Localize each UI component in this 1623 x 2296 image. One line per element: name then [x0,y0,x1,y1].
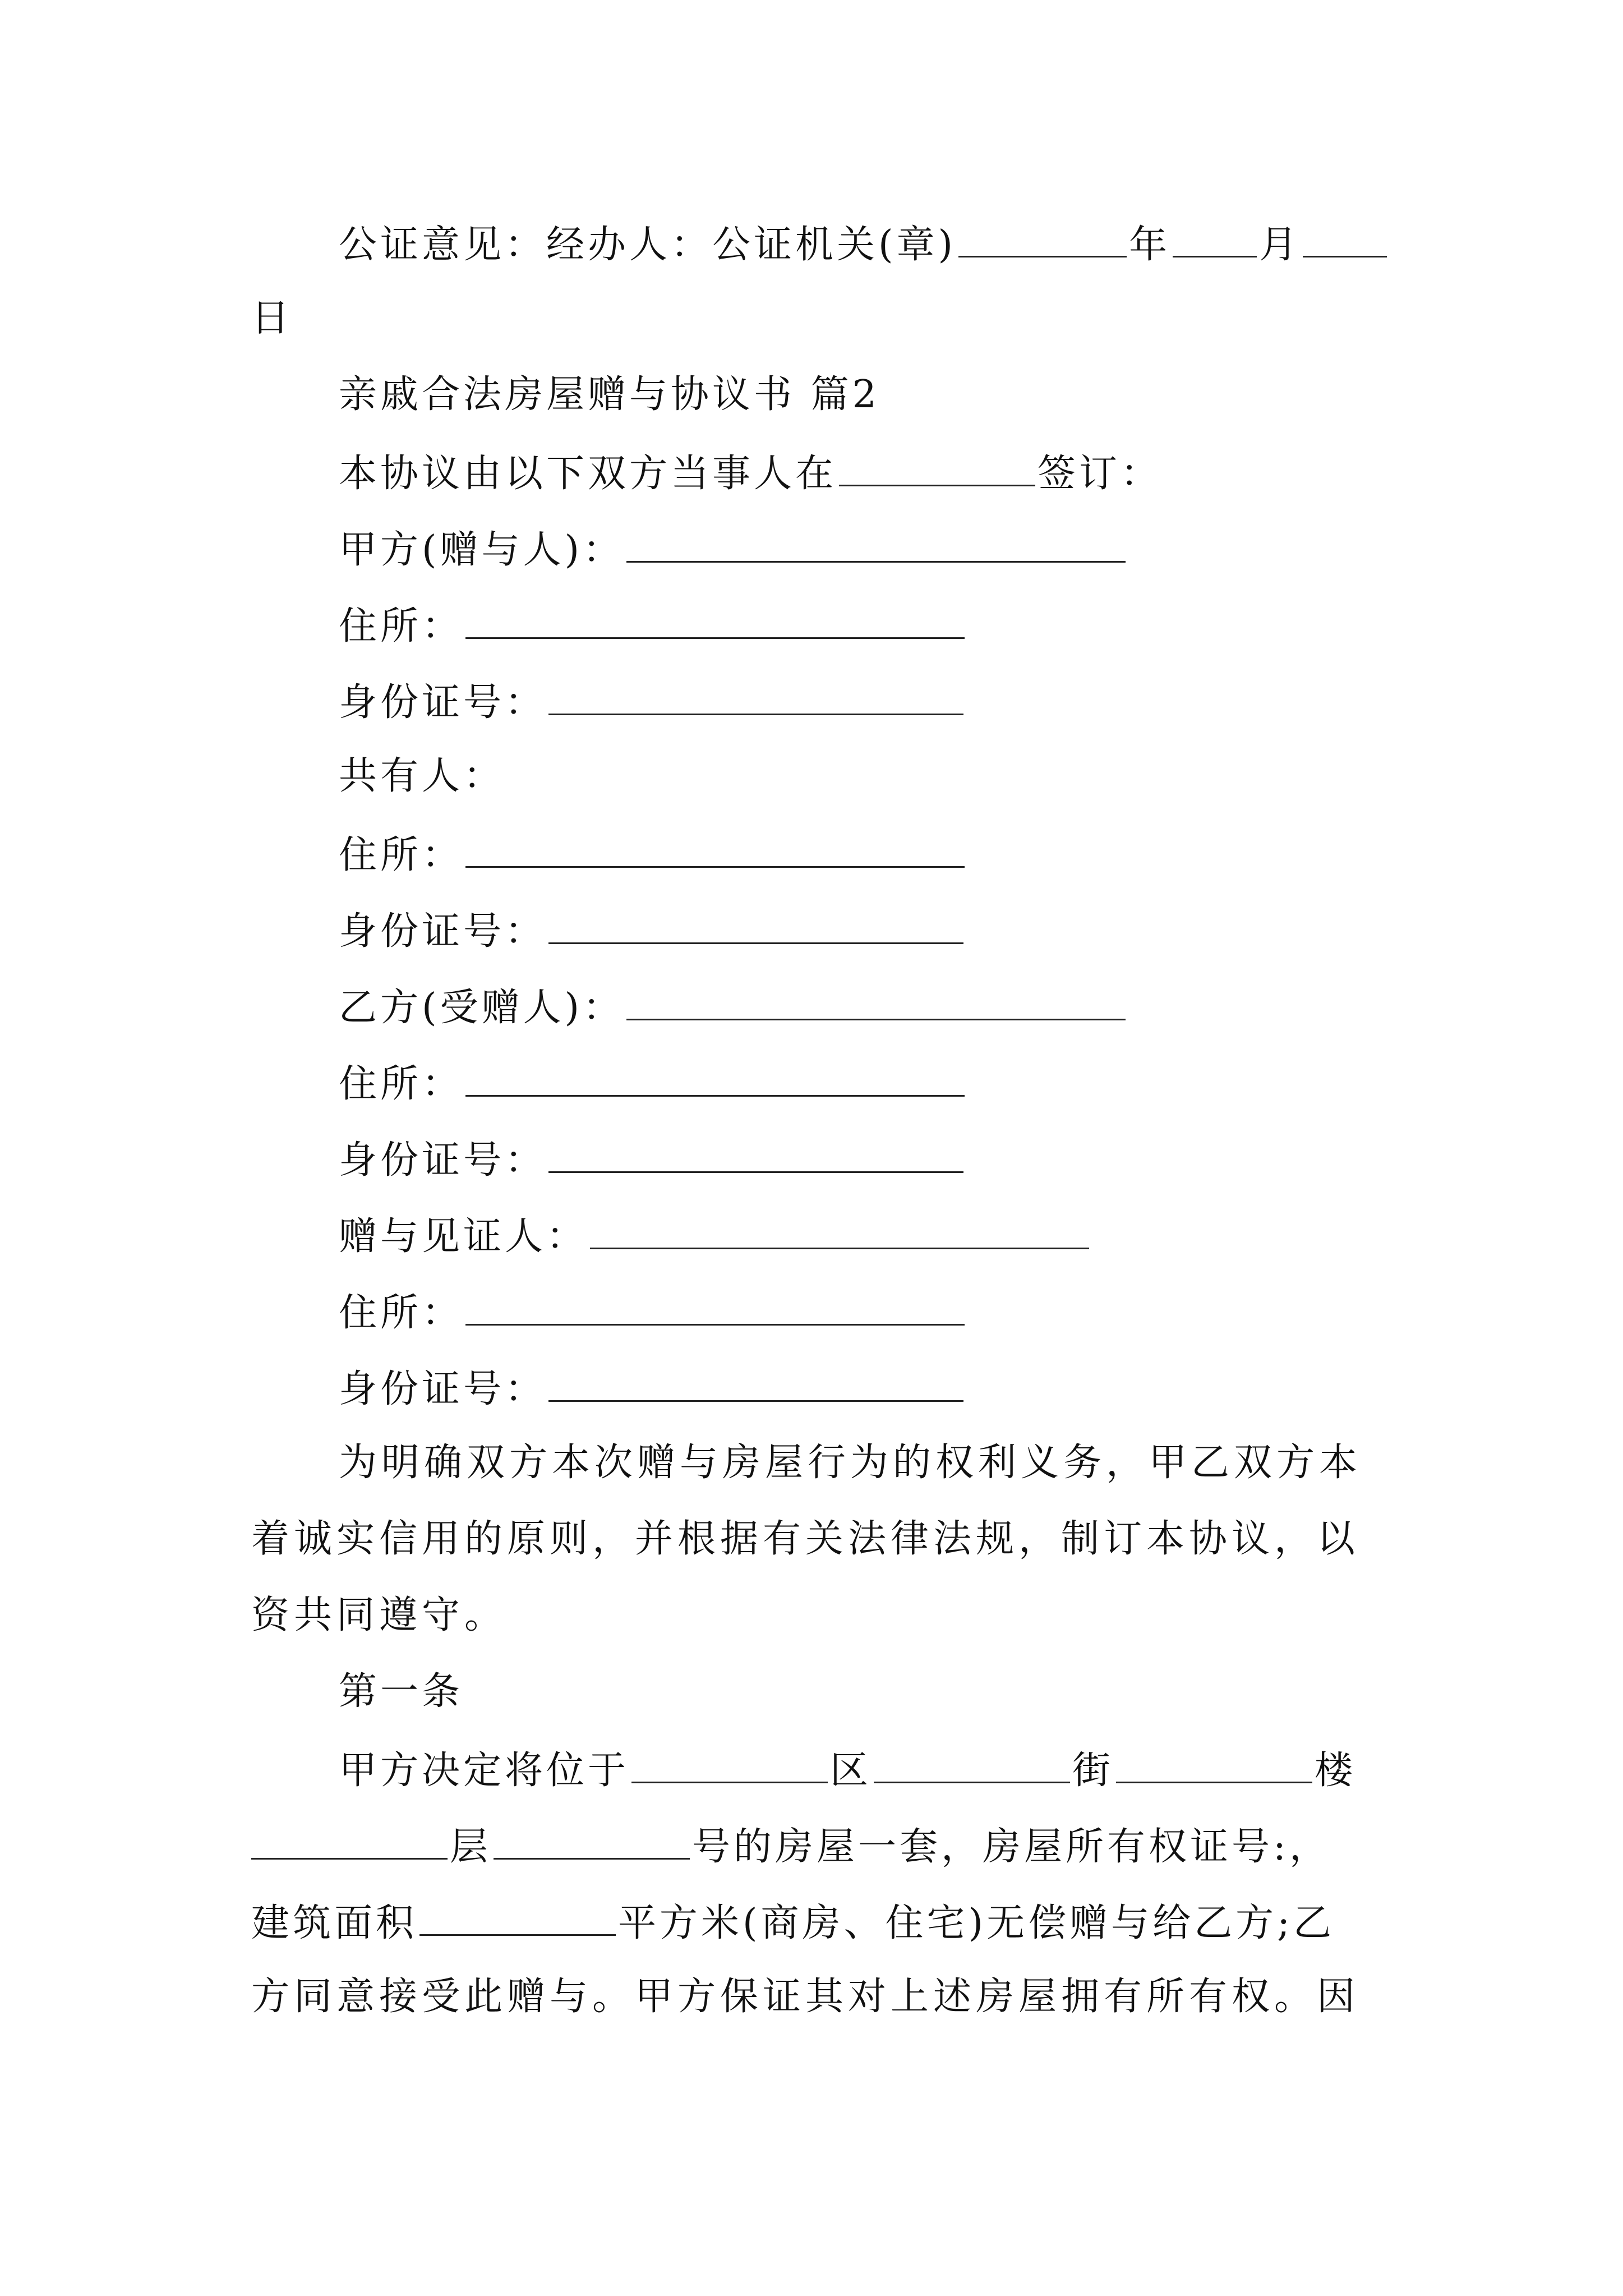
signing-place-blank[interactable] [839,452,1035,486]
notary-label: 公证意见：经办人：公证机关(章) [339,223,957,267]
para1-line-2: 着诚实信用的原则，并根据有关法律法规，制订本协议，以 [251,1517,1360,1561]
id-blank-3[interactable] [548,1139,963,1173]
party-b-line [339,986,1128,1030]
number-blank[interactable] [494,1825,690,1860]
para2-text-b: 号的房屋一套，房屋所有权证号:， [692,1825,1331,1869]
notary-seal-blank[interactable] [958,223,1127,257]
party-b-label: 乙方(受赠人)： [339,986,625,1030]
intro-text: 本协议由以下双方当事人在 [339,452,837,496]
notary-day-blank[interactable] [1303,223,1387,257]
para1-line-3: 资共同遵守。 [251,1593,508,1637]
intro-sign-text: 签订： [1038,452,1163,496]
notary-month-blank[interactable] [1173,223,1257,257]
id-line-1 [339,680,966,725]
notary-line [339,223,1389,267]
witness-blank[interactable] [590,1215,1089,1249]
id-blank-2[interactable] [548,910,963,944]
para1-line-1: 为明确双方本次赠与房屋行为的权利义务，甲乙双方本 [339,1441,1362,1485]
residence-blank-1[interactable] [465,605,965,639]
area-blank[interactable] [419,1902,616,1936]
party-b-blank[interactable] [626,986,1126,1020]
id-blank-1[interactable] [548,681,963,715]
residence-blank-3[interactable] [465,1062,965,1097]
para2-line-1 [339,1749,1357,1793]
para2-text-a: 甲方决定将位于 [339,1749,630,1793]
id-line-3 [339,1139,966,1180]
residence-line-3 [339,1062,967,1106]
residence-label-3: 住所： [339,1062,464,1106]
notary-month-label: 月 [1259,223,1301,267]
building-blank[interactable] [1116,1749,1312,1783]
article-1-heading: 第一条 [339,1669,464,1714]
street-blank[interactable] [874,1749,1070,1783]
id-line-2 [339,909,966,954]
building-label: 楼 [1315,1749,1357,1793]
floor-label: 层 [450,1825,492,1869]
id-label-3: 身份证号： [339,1138,547,1182]
residence-line-1 [339,605,967,646]
id-line-4 [339,1368,966,1409]
residence-line-2 [339,834,967,875]
para2-line-4: 方同意接受此赠与。甲方保证其对上述房屋拥有所有权。因 [251,1975,1360,2019]
residence-label-4: 住所： [339,1291,464,1335]
street-label: 街 [1072,1749,1114,1793]
witness-line [339,1214,1091,1259]
para2-text-c: 平方米(商房、住宅)无偿赠与给乙方;乙 [618,1901,1335,1945]
id-label-1: 身份证号： [339,680,547,725]
witness-label: 赠与见证人： [339,1214,588,1259]
para2-line-3 [251,1902,1335,1943]
para2-line-2 [251,1825,1331,1869]
residence-label-2: 住所： [339,833,464,877]
floor-blank[interactable] [251,1825,448,1860]
section-title: 亲戚合法房屋赠与协议书 篇2 [339,372,880,417]
id-blank-4[interactable] [548,1368,963,1402]
residence-line-4 [339,1291,967,1335]
party-a-label: 甲方(赠与人)： [339,528,625,572]
notary-day-label: 日 [251,296,293,341]
id-label-2: 身份证号： [339,909,547,954]
residence-blank-2[interactable] [465,834,965,868]
district-blank[interactable] [631,1749,828,1783]
party-a-blank[interactable] [626,528,1126,563]
co-owner-label: 共有人： [339,754,505,798]
notary-year-label: 年 [1129,223,1171,267]
intro-line [339,452,1163,496]
residence-blank-4[interactable] [465,1291,965,1326]
area-label: 建筑面积 [251,1901,418,1945]
notary-day-line [251,296,293,341]
residence-label-1: 住所： [339,604,464,648]
party-a-line [339,528,1128,572]
co-owner-line [339,754,505,798]
id-label-4: 身份证号： [339,1367,547,1411]
district-label: 区 [830,1749,872,1793]
